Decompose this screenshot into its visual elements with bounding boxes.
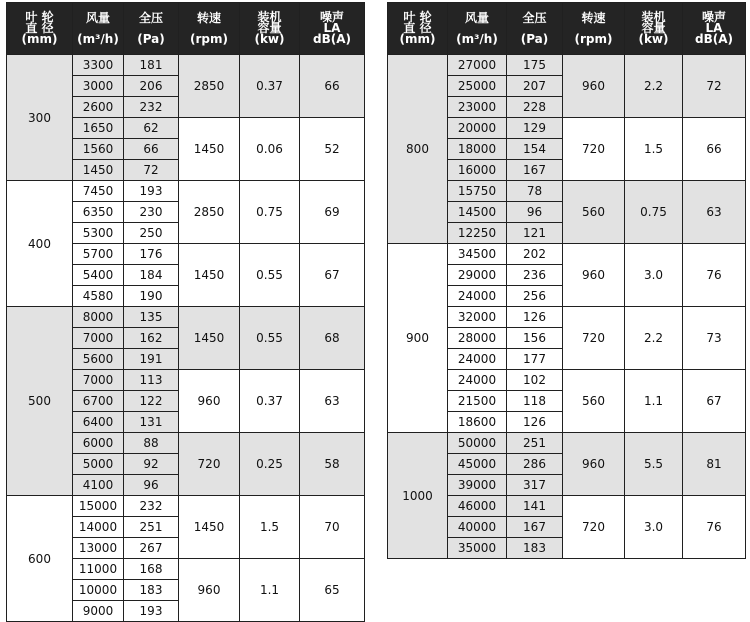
pressure-cell: 126	[507, 307, 563, 328]
noise-cell: 69	[300, 181, 365, 244]
table-row	[388, 244, 746, 265]
table-body-right	[388, 55, 746, 559]
power-cell: 0.06	[240, 118, 300, 181]
airflow-cell: 11000	[73, 559, 124, 580]
pressure-header	[507, 3, 563, 55]
power-cell: 2.2	[625, 55, 683, 118]
airflow-cell: 5300	[73, 223, 124, 244]
pressure-cell: 193	[124, 601, 179, 622]
noise-cell: 73	[683, 307, 746, 370]
speed-header	[563, 3, 625, 55]
airflow-cell: 5000	[73, 454, 124, 475]
table-row	[388, 433, 746, 454]
noise-header	[300, 3, 365, 55]
pressure-cell: 286	[507, 454, 563, 475]
airflow-cell: 1450	[73, 160, 124, 181]
power-header	[625, 3, 683, 55]
speed-cell: 1450	[179, 496, 240, 559]
diameter-cell: 500	[7, 307, 73, 496]
pressure-cell: 191	[124, 349, 179, 370]
table-row	[7, 55, 365, 76]
diameter-header	[388, 3, 448, 55]
table-row	[7, 496, 365, 517]
airflow-header-label: 风量	[85, 10, 110, 25]
diameter-cell: 900	[388, 244, 448, 433]
pressure-cell: 206	[124, 76, 179, 97]
speed-cell: 2850	[179, 55, 240, 118]
pressure-cell: 154	[507, 139, 563, 160]
power-cell: 5.5	[625, 433, 683, 496]
pressure-header-unit: (Pa)	[137, 31, 165, 46]
noise-cell: 66	[300, 55, 365, 118]
pressure-cell: 131	[124, 412, 179, 433]
speed-cell: 720	[563, 118, 625, 181]
noise-cell: 76	[683, 496, 746, 559]
table-row	[7, 307, 365, 328]
table-row	[7, 181, 365, 202]
speed-header-unit: (rpm)	[190, 31, 228, 46]
noise-cell: 68	[300, 307, 365, 370]
speed-cell: 1450	[179, 118, 240, 181]
noise-cell: 52	[300, 118, 365, 181]
airflow-cell: 46000	[448, 496, 507, 517]
airflow-cell: 18000	[448, 139, 507, 160]
airflow-cell: 29000	[448, 265, 507, 286]
pressure-cell: 177	[507, 349, 563, 370]
power-cell: 3.0	[625, 496, 683, 559]
speed-cell: 1450	[179, 244, 240, 307]
pressure-cell: 88	[124, 433, 179, 454]
speed-cell: 720	[563, 307, 625, 370]
table-row	[388, 55, 746, 76]
fan-spec-table-left	[6, 2, 365, 622]
power-header-line2: 容量	[641, 21, 666, 35]
pressure-cell: 129	[507, 118, 563, 139]
airflow-cell: 7000	[73, 328, 124, 349]
noise-header-line2: LA	[323, 21, 341, 35]
power-cell: 0.55	[240, 307, 300, 370]
airflow-cell: 28000	[448, 328, 507, 349]
pressure-header-label: 全压	[138, 10, 163, 25]
pressure-cell: 183	[124, 580, 179, 601]
pressure-cell: 232	[124, 97, 179, 118]
diameter-header-line1: 叶 轮	[403, 10, 432, 24]
airflow-cell: 24000	[448, 370, 507, 391]
pressure-cell: 167	[507, 160, 563, 181]
airflow-cell: 50000	[448, 433, 507, 454]
diameter-header-line1: 叶 轮	[25, 10, 54, 24]
airflow-cell: 8000	[73, 307, 124, 328]
pressure-cell: 167	[507, 517, 563, 538]
airflow-cell: 32000	[448, 307, 507, 328]
airflow-cell: 4100	[73, 475, 124, 496]
pressure-cell: 168	[124, 559, 179, 580]
airflow-cell: 24000	[448, 349, 507, 370]
airflow-cell: 12250	[448, 223, 507, 244]
pressure-cell: 176	[124, 244, 179, 265]
airflow-cell: 5600	[73, 349, 124, 370]
noise-cell: 63	[683, 181, 746, 244]
airflow-cell: 9000	[73, 601, 124, 622]
pressure-cell: 118	[507, 391, 563, 412]
power-cell: 1.5	[240, 496, 300, 559]
airflow-cell: 21500	[448, 391, 507, 412]
airflow-header-unit: (m³/h)	[77, 31, 119, 46]
pressure-cell: 317	[507, 475, 563, 496]
airflow-cell: 40000	[448, 517, 507, 538]
noise-cell: 67	[683, 370, 746, 433]
airflow-cell: 14000	[73, 517, 124, 538]
power-cell: 0.37	[240, 370, 300, 433]
noise-cell: 70	[300, 496, 365, 559]
pressure-cell: 251	[124, 517, 179, 538]
airflow-cell: 27000	[448, 55, 507, 76]
noise-cell: 65	[300, 559, 365, 622]
power-cell: 0.75	[625, 181, 683, 244]
speed-cell: 960	[563, 55, 625, 118]
airflow-cell: 1650	[73, 118, 124, 139]
pressure-cell: 162	[124, 328, 179, 349]
speed-cell: 560	[563, 181, 625, 244]
airflow-cell: 5700	[73, 244, 124, 265]
airflow-cell: 3300	[73, 55, 124, 76]
airflow-cell: 25000	[448, 76, 507, 97]
speed-cell: 720	[563, 496, 625, 559]
airflow-cell: 16000	[448, 160, 507, 181]
pressure-cell: 190	[124, 286, 179, 307]
diameter-header-line2: 直 径	[25, 21, 54, 35]
airflow-cell: 6400	[73, 412, 124, 433]
airflow-cell: 1560	[73, 139, 124, 160]
pressure-cell: 122	[124, 391, 179, 412]
pressure-cell: 126	[507, 412, 563, 433]
noise-header-unit: dB(A)	[313, 32, 351, 46]
airflow-cell: 35000	[448, 538, 507, 559]
pressure-cell: 121	[507, 223, 563, 244]
airflow-cell: 13000	[73, 538, 124, 559]
airflow-cell: 15750	[448, 181, 507, 202]
noise-header-line1: 噪声	[319, 10, 344, 24]
airflow-cell: 5400	[73, 265, 124, 286]
airflow-cell: 34500	[448, 244, 507, 265]
noise-header-line1: 噪声	[701, 10, 726, 24]
diameter-header-unit: (mm)	[21, 32, 58, 46]
power-cell: 0.55	[240, 244, 300, 307]
noise-cell: 58	[300, 433, 365, 496]
airflow-cell: 10000	[73, 580, 124, 601]
airflow-cell: 24000	[448, 286, 507, 307]
speed-header-unit: (rpm)	[574, 31, 613, 46]
airflow-cell: 45000	[448, 454, 507, 475]
noise-cell: 66	[683, 118, 746, 181]
pressure-cell: 232	[124, 496, 179, 517]
speed-cell: 720	[179, 433, 240, 496]
airflow-cell: 14500	[448, 202, 507, 223]
pressure-cell: 156	[507, 328, 563, 349]
speed-cell: 2850	[179, 181, 240, 244]
power-header-line2: 容量	[257, 21, 282, 35]
power-header-unit: (kw)	[638, 32, 669, 46]
table-body-left	[7, 55, 365, 622]
power-cell: 1.5	[625, 118, 683, 181]
speed-cell: 960	[179, 559, 240, 622]
airflow-cell: 15000	[73, 496, 124, 517]
noise-header-unit: dB(A)	[695, 32, 733, 46]
airflow-cell: 7000	[73, 370, 124, 391]
pressure-cell: 181	[124, 55, 179, 76]
pressure-cell: 184	[124, 265, 179, 286]
noise-cell: 76	[683, 244, 746, 307]
power-cell: 0.25	[240, 433, 300, 496]
airflow-cell: 3000	[73, 76, 124, 97]
airflow-cell: 4580	[73, 286, 124, 307]
pressure-cell: 250	[124, 223, 179, 244]
pressure-cell: 256	[507, 286, 563, 307]
power-cell: 0.75	[240, 181, 300, 244]
airflow-cell: 23000	[448, 97, 507, 118]
pressure-cell: 78	[507, 181, 563, 202]
diameter-cell: 600	[7, 496, 73, 622]
pressure-cell: 66	[124, 139, 179, 160]
pressure-cell: 135	[124, 307, 179, 328]
noise-header	[683, 3, 746, 55]
pressure-cell: 202	[507, 244, 563, 265]
pressure-cell: 96	[124, 475, 179, 496]
diameter-header-unit: (mm)	[399, 32, 436, 46]
speed-header	[179, 3, 240, 55]
airflow-cell: 7450	[73, 181, 124, 202]
pressure-cell: 72	[124, 160, 179, 181]
power-cell: 3.0	[625, 244, 683, 307]
airflow-cell: 2600	[73, 97, 124, 118]
pressure-cell: 96	[507, 202, 563, 223]
airflow-header-unit: (m³/h)	[456, 31, 498, 46]
pressure-header-label: 全压	[522, 10, 547, 25]
speed-cell: 960	[179, 370, 240, 433]
pressure-cell: 193	[124, 181, 179, 202]
speed-cell: 560	[563, 370, 625, 433]
noise-cell: 63	[300, 370, 365, 433]
pressure-cell: 230	[124, 202, 179, 223]
diameter-header	[7, 3, 73, 55]
diameter-header-line2: 直 径	[403, 21, 432, 35]
airflow-cell: 39000	[448, 475, 507, 496]
airflow-cell: 6700	[73, 391, 124, 412]
airflow-cell: 18600	[448, 412, 507, 433]
airflow-header	[448, 3, 507, 55]
speed-header-label: 转速	[581, 10, 606, 25]
airflow-header-label: 风量	[464, 10, 489, 25]
airflow-cell: 6000	[73, 433, 124, 454]
diameter-cell: 400	[7, 181, 73, 307]
diameter-cell: 300	[7, 55, 73, 181]
pressure-header	[124, 3, 179, 55]
noise-cell: 81	[683, 433, 746, 496]
fan-spec-table-right	[387, 2, 746, 559]
power-header-line1: 装机	[641, 10, 666, 24]
pressure-cell: 207	[507, 76, 563, 97]
diameter-cell: 1000	[388, 433, 448, 559]
pressure-cell: 183	[507, 538, 563, 559]
power-cell: 1.1	[625, 370, 683, 433]
pressure-cell: 113	[124, 370, 179, 391]
power-header-unit: (kw)	[254, 32, 285, 46]
pressure-header-unit: (Pa)	[520, 31, 549, 46]
airflow-header	[73, 3, 124, 55]
power-header	[240, 3, 300, 55]
pressure-cell: 267	[124, 538, 179, 559]
power-cell: 1.1	[240, 559, 300, 622]
power-cell: 2.2	[625, 307, 683, 370]
speed-cell: 960	[563, 433, 625, 496]
diameter-cell: 800	[388, 55, 448, 244]
airflow-cell: 20000	[448, 118, 507, 139]
pressure-cell: 102	[507, 370, 563, 391]
power-header-line1: 装机	[257, 10, 282, 24]
noise-cell: 72	[683, 55, 746, 118]
pressure-cell: 228	[507, 97, 563, 118]
power-cell: 0.37	[240, 55, 300, 118]
pressure-cell: 236	[507, 265, 563, 286]
speed-cell: 1450	[179, 307, 240, 370]
noise-cell: 67	[300, 244, 365, 307]
pressure-cell: 141	[507, 496, 563, 517]
airflow-cell: 6350	[73, 202, 124, 223]
speed-header-label: 转速	[196, 10, 221, 25]
pressure-cell: 62	[124, 118, 179, 139]
noise-header-line2: LA	[705, 21, 723, 35]
speed-cell: 960	[563, 244, 625, 307]
pressure-cell: 92	[124, 454, 179, 475]
pressure-cell: 175	[507, 55, 563, 76]
pressure-cell: 251	[507, 433, 563, 454]
